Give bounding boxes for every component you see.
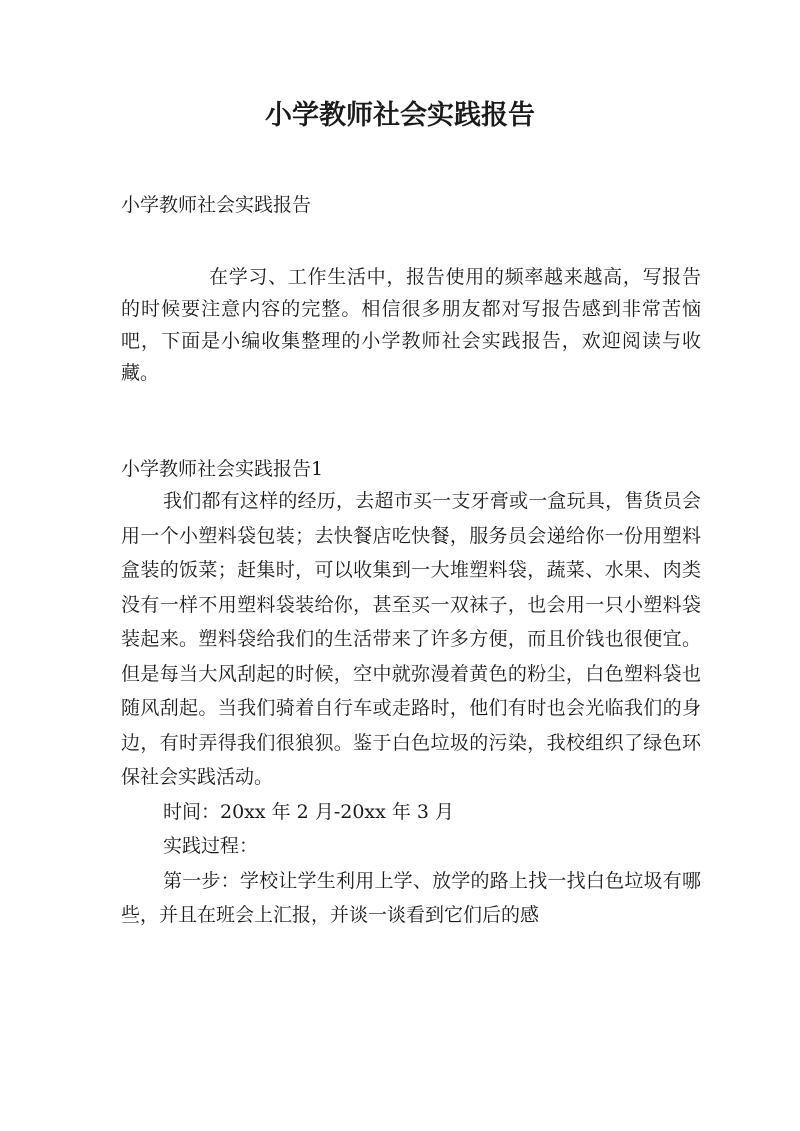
document-subtitle: 小学教师社会实践报告 bbox=[121, 194, 312, 216]
body-paragraph: 实践过程： bbox=[163, 835, 259, 857]
body-paragraph: 我们都有这样的经历，去超市买一支牙膏或一盒玩具，售货员会用一个小塑料袋包装；去快餐店吃快餐，服务员会递给你一份用塑料盒装的饭菜；赶集时，可以收集到一大堆塑料袋，蔬菜、水果、肉类没有一样不用塑料袋装给你，甚至买一双袜子，也会用一只小塑料袋装起来。塑料袋给我们的生活带来了许多方便，而且价钱也很便宜。但是每当大风刮起的时候，空中就弥漫着黄色的粉尘，白色塑料袋也随风刮起。当我们骑着自行车或走路时，他们有时也会光临我们的身边，有时弄得我们很狼狈。鉴于白色垃圾的污染，我校组织了绿色环保社会实践活动。 bbox=[121, 490, 701, 788]
body-paragraph: 时间：20xx 年 2 月-20xx 年 3 月 bbox=[163, 800, 455, 823]
document-title: 小学教师社会实践报告 bbox=[265, 100, 535, 131]
section-heading: 小学教师社会实践报告1 bbox=[121, 458, 324, 480]
body-paragraph: 第一步：学校让学生利用上学、放学的路上找一找白色垃圾有哪些，并且在班会上汇报，并谈一谈看到它们后的感 bbox=[121, 869, 701, 926]
section-1 bbox=[121, 454, 701, 933]
intro-paragraph: 在学习、工作生活中，报告使用的频率越来越高，写报告的时候要注意内容的完整。相信很多朋友都对写报告感到非常苦恼吧，下面是小编收集整理的小学教师社会实践报告，欢迎阅读与收藏。 bbox=[121, 266, 701, 384]
